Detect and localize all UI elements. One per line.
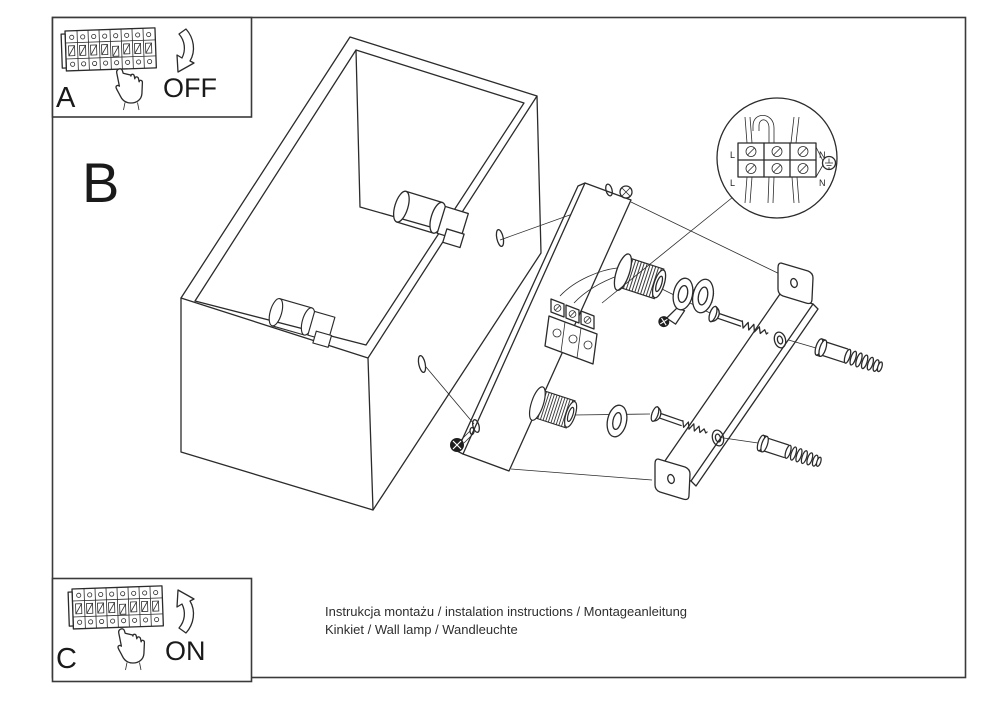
- label-neutral-top: N: [819, 150, 826, 160]
- circuit-breaker-panel: [61, 28, 156, 71]
- footer-subtitle: Kinkiet / Wall lamp / Wandleuchte: [325, 622, 518, 637]
- footer-title: Instrukcja montażu / instalation instructions / Montageanleitung: [325, 604, 688, 619]
- detail-terminal-block: [738, 143, 816, 177]
- footer-text: [325, 603, 687, 639]
- step-c-box: [53, 579, 252, 682]
- step-a-label: A: [56, 82, 76, 114]
- label-live-bottom: L: [729, 178, 735, 188]
- label-neutral-bottom: N: [819, 178, 826, 188]
- power-off-label: OFF: [163, 73, 217, 103]
- step-b-label: B: [82, 151, 120, 214]
- plate-top-screw: [620, 186, 632, 198]
- circuit-breaker-panel: [68, 586, 163, 629]
- label-live-top: L: [729, 150, 735, 160]
- power-on-label: ON: [165, 636, 206, 666]
- step-c-label: C: [56, 643, 77, 675]
- step-a-box: [53, 18, 252, 118]
